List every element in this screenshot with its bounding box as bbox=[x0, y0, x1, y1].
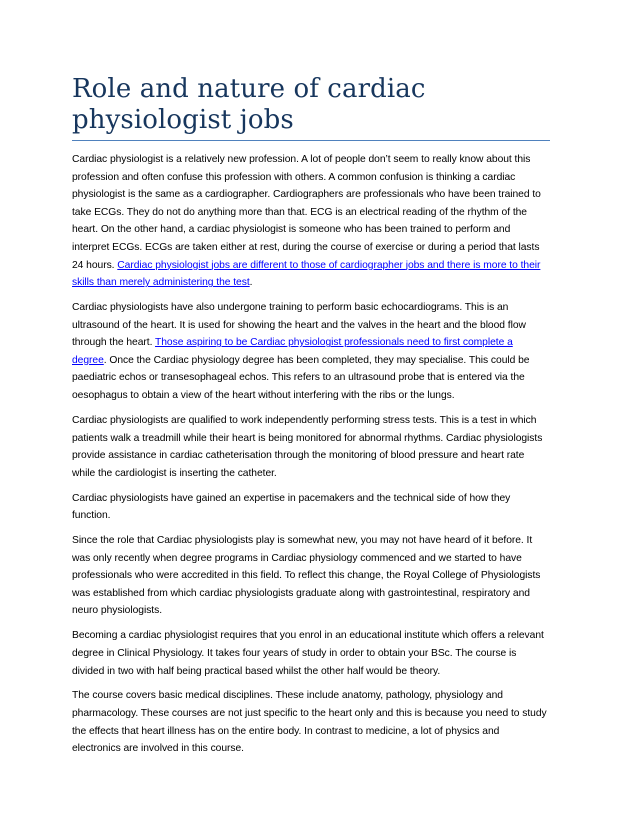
paragraph-royal-college: Since the role that Cardiac physiologists play is somewhat new, you may not have heard of it before. It was only recently when degree programs in Cardiac physiology commenced and we started to have professionals who were accredited in this field. To reflect this change, the Royal College of Physiologists was established from which cardiac physiologists graduate along with gastrointestinal, respiratory and neuro physiologists. bbox=[72, 535, 541, 617]
paragraph-course: The course covers basic medical disciplines. These include anatomy, pathology, physiology and pharmacology. These courses are not just specific to the heart only and this is because you need to study the effects that heart illness has on the entire body. In contrast to medicine, a lot of physics and electronics are involved in this course. bbox=[72, 690, 547, 755]
paragraph-text: . Once the Cardiac physiology degree has been completed, they may specialise. This could be paediatric echos or transesophageal echos. This refers to an ultrasound probe that is entered via the oesophagus to obtain a view of the heart without interfering with the ribs or the lungs. bbox=[72, 354, 530, 402]
document-page bbox=[72, 74, 550, 765]
cardiographer-jobs-link[interactable]: Cardiac physiologist jobs are different to those of cardiographer jobs and there is more to their skills than merely administering the test bbox=[72, 259, 541, 289]
paragraph-becoming: Becoming a cardiac physiologist requires that you enrol in an educational institute which offers a relevant degree in Clinical Physiology. It takes four years of study in order to obtain your BSc. The course is divided in two with half being practical based whilst the other half would be theory. bbox=[72, 630, 544, 677]
paragraph-pacemakers: Cardiac physiologists have gained an expertise in pacemakers and the technical side of how they function. bbox=[72, 492, 511, 522]
page-title: Role and nature of cardiac physiologist jobs bbox=[72, 74, 426, 135]
paragraph-text: . bbox=[249, 277, 253, 289]
paragraph-intro bbox=[72, 151, 550, 292]
paragraph-stress-tests: Cardiac physiologists are qualified to work independently performing stress tests. This is a test in which patients walk a treadmill while their heart is being monitored for abnormal rhythms. Cardiac physiologists provide assistance in cardiac catheterisation through the monitoring of blood pressure and heart rate while the cardiologist is inserting the catheter. bbox=[72, 414, 543, 479]
paragraph-text: Cardiac physiologists have also undergone training to perform basic echocardiograms. This is an ultrasound of the heart. It is used for showing the heart and the valves in the heart and the blood flow through the heart. bbox=[72, 302, 526, 349]
title-divider bbox=[72, 140, 550, 141]
paragraph-echocardiograms bbox=[72, 299, 550, 405]
paragraph-text: Cardiac physiologist is a relatively new profession. A lot of people don’t seem to really know about this profession and often confuse this profession with others. A common confusion is thinking a cardiac physiologist is the same as a cardiographer. Cardiographers are professionals who have been trained to take ECGs. They do not do anything more than that. ECG is an electrical reading of the rhythm of the heart. On the other hand, a cardiac physiologist is someone who has been trained to perform and interpret ECGs. ECGs are taken either at rest, during the course of exercise or during a period that lasts 24 hours. bbox=[72, 154, 541, 271]
degree-link[interactable]: Those aspiring to be Cardiac physiologist professionals need to first complete a degree bbox=[72, 337, 513, 366]
